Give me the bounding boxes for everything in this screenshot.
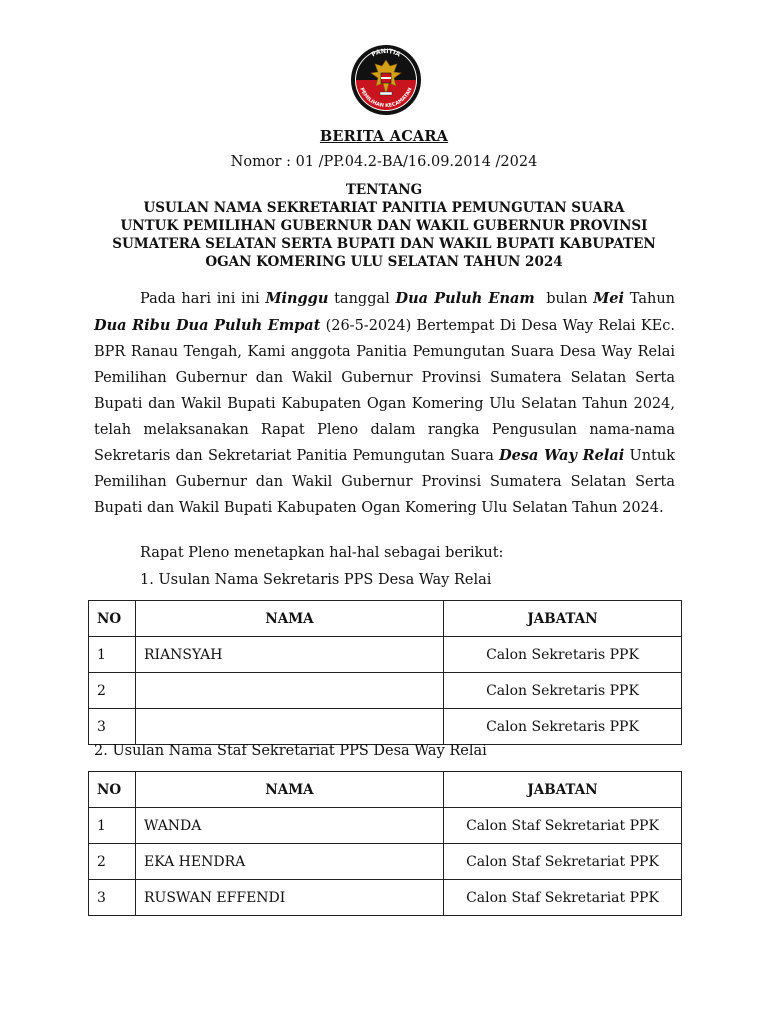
column-header-jabatan: JABATAN	[444, 601, 682, 637]
table-row: 1 RIANSYAH Calon Sekretaris PPK	[89, 637, 682, 673]
staff-table	[88, 771, 682, 916]
document-subject	[78, 199, 690, 271]
table-row: 2 Calon Sekretaris PPK	[89, 673, 682, 709]
logo-top-text: PANITIA	[370, 47, 402, 59]
table-row: 3 RUSWAN EFFENDI Calon Staf Sekretariat PPK	[89, 880, 682, 916]
section2-heading: 2. Usulan Nama Staf Sekretariat PPS Desa Way Relai	[94, 743, 487, 759]
secretary-table	[88, 600, 682, 745]
decision-intro: Rapat Pleno menetapkan hal-hal sebagai berikut:	[140, 545, 504, 561]
document-title: BERITA ACARA	[319, 128, 449, 145]
column-header-nama: NAMA	[136, 601, 444, 637]
month-name: Mei	[593, 290, 625, 307]
document-number: Nomor : 01 /PP.04.2-BA/16.09.2014 /2024	[230, 154, 538, 170]
table-row: 1 WANDA Calon Staf Sekretariat PPK	[89, 808, 682, 844]
column-header-jabatan: JABATAN	[444, 772, 682, 808]
column-header-no: NO	[89, 601, 136, 637]
table-row: 2 EKA HENDRA Calon Staf Sekretariat PPK	[89, 844, 682, 880]
subject-line: OGAN KOMERING ULU SELATAN TAHUN 2024	[205, 254, 563, 270]
logo-bottom-text: PEMILIHAN KECAMATAN	[358, 86, 414, 110]
subject-line: SUMATERA SELATAN SERTA BUPATI DAN WAKIL BUPATI KABUPATEN	[112, 236, 656, 252]
year-words: Dua Ribu Dua Puluh Empat	[94, 316, 321, 334]
date-words: Dua Puluh Enam	[395, 290, 535, 307]
column-header-no: NO	[89, 772, 136, 808]
table-row: 3 Calon Sekretaris PPK	[89, 709, 682, 745]
subject-line: USULAN NAMA SEKRETARIAT PANITIA PEMUNGUTAN SUARA	[143, 200, 625, 216]
table-header-row	[89, 772, 682, 808]
section1-heading: 1. Usulan Nama Sekretaris PPS Desa Way Relai	[140, 572, 492, 588]
day-name: Minggu	[265, 290, 329, 307]
ppk-emblem-logo	[349, 42, 423, 118]
subject-line: UNTUK PEMILIHAN GUBERNUR DAN WAKIL GUBERNUR PROVINSI	[120, 218, 648, 234]
column-header-nama: NAMA	[136, 772, 444, 808]
table-header-row	[89, 601, 682, 637]
tentang-heading: TENTANG	[345, 182, 423, 198]
village-name: Desa Way Relai	[499, 447, 625, 465]
opening-paragraph: Pada hari ini ini Minggu tanggal Dua Puluh Enam bulan Mei Tahun Dua Ribu Dua Puluh Empat (26-5-2024) Bertempat Di Desa Way Relai KEc. BPR Ranau Tengah, Kami anggota Panitia Pemungutan Suara Desa Way Relai Pemilihan Gubernur dan Wakil Gubernur Provinsi Sumatera Selatan Serta Bupati dan Wakil Bupati Kabupaten Ogan Komering Ulu Selatan Tahun 2024, telah melaksanakan Rapat Pleno dalam rangka Pengusulan nama-nama Sekretaris dan Sekretariat Panitia Pemungutan Suara Desa Way Relai Untuk Pemilihan Gubernur dan Wakil Gubernur Provinsi Sumatera Selatan Serta Bupati dan Wakil Bupati Kabupaten Ogan Komering Ulu Selatan Tahun 2024.	[94, 290, 675, 517]
